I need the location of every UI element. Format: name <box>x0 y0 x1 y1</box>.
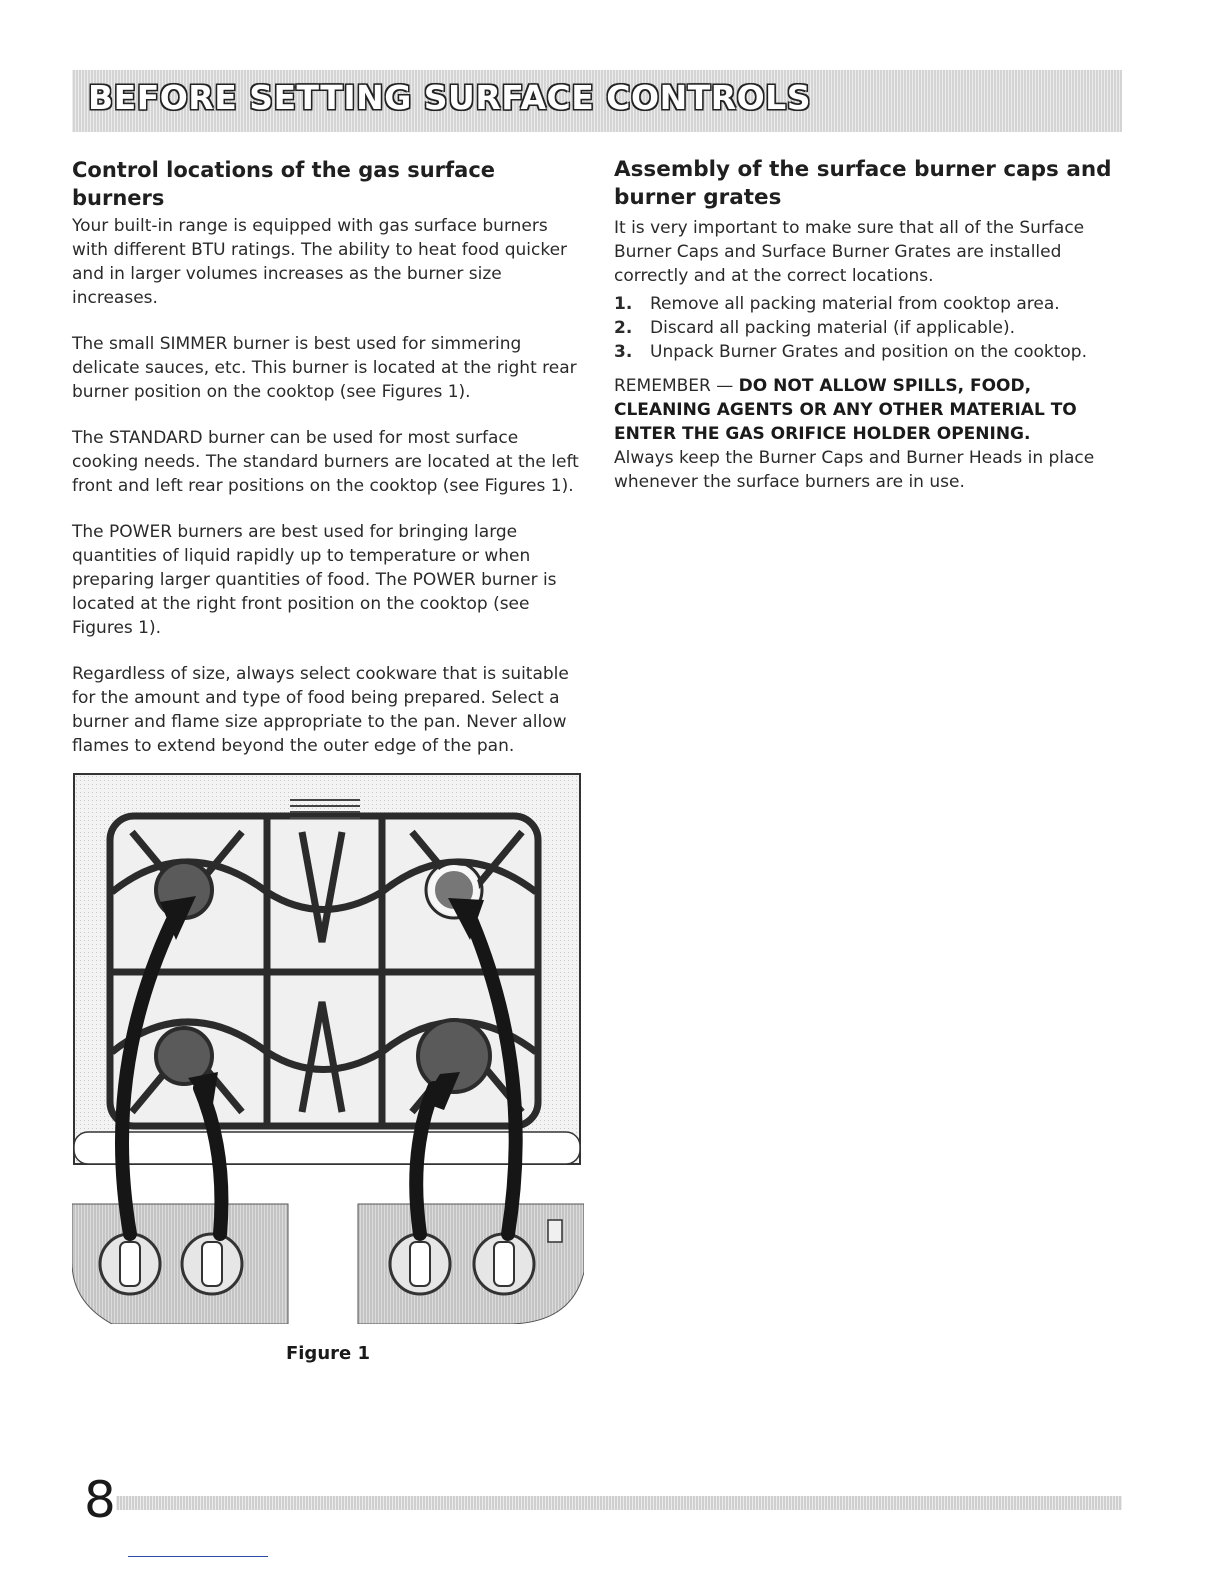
step-number: 2. <box>614 318 633 338</box>
simmer-paragraph: The small SIMMER burner is best used for simmering delicate sauces, etc. This burner is located at the right rear burner position on the cooktop (see Figures 1). <box>72 334 577 402</box>
figure-caption: Figure 1 <box>285 1343 371 1364</box>
cooktop-figure <box>72 772 584 1324</box>
page-number: 8 <box>84 1471 116 1529</box>
standard-paragraph: The STANDARD burner can be used for most surface cooking needs. The standard burners are located at the left front and left rear positions on the cooktop (see Figures 1). <box>72 428 579 496</box>
indicator-light <box>548 1220 562 1242</box>
burner-locations-heading: Control locations of the gas surface burners <box>72 158 496 210</box>
step-text: Unpack Burner Grates and position on the cooktop. <box>650 342 1088 362</box>
remember-warning <box>614 374 1114 446</box>
list-item <box>614 292 1114 316</box>
step-text: Discard all packing material (if applicable). <box>650 318 1016 338</box>
footer-bar <box>116 1496 1122 1510</box>
knob-left-rear <box>182 1234 242 1294</box>
list-item <box>614 340 1114 364</box>
step-number: 3. <box>614 342 633 362</box>
remember-note: Always keep the Burner Caps and Burner Heads in place whenever the surface burners are in use. <box>614 448 1095 492</box>
knob-right-rear <box>390 1234 450 1294</box>
divider <box>128 1556 268 1557</box>
right-column <box>614 156 1114 494</box>
knob-left-front <box>100 1234 160 1294</box>
power-paragraph: The POWER burners are best used for bringing large quantities of liquid rapidly up to temperature or when preparing larger quantities of food. The POWER burner is located at the right front position on the cooktop (see Figures 1). <box>72 522 557 638</box>
list-item <box>614 316 1114 340</box>
cooktop-illustration <box>72 772 584 1324</box>
knob-right-front <box>474 1234 534 1294</box>
intro-paragraph: Your built-in range is equipped with gas surface burners with different BTU ratings. The ability to heat food quicker and in larger volumes increases as the burner size increases. <box>72 216 568 308</box>
assembly-heading: Assembly of the surface burner caps and burner grates <box>614 157 1112 210</box>
step-text: Remove all packing material from cooktop area. <box>650 294 1060 314</box>
left-column <box>72 156 584 780</box>
section-banner <box>72 70 1122 132</box>
cookware-paragraph: Regardless of size, always select cookware that is suitable for the amount and type of food being prepared. Select a burner and flame size appropriate to the pan. Never allow flames to extend beyond the outer edge of the pan. <box>72 664 569 756</box>
remember-bold-text: DO NOT ALLOW SPILLS, FOOD, CLEANING AGENTS OR ANY OTHER MATERIAL TO ENTER THE GAS ORIFICE HOLDER OPENING. <box>614 376 1077 444</box>
assembly-intro: It is very important to make sure that all of the Surface Burner Caps and Surface Burner Grates are installed correctly and at the correct locations. <box>614 218 1085 286</box>
assembly-steps <box>614 292 1114 364</box>
step-number: 1. <box>614 294 633 314</box>
remember-label: REMEMBER — <box>614 376 734 396</box>
page-title: BEFORE SETTING SURFACE CONTROLS <box>88 78 811 117</box>
